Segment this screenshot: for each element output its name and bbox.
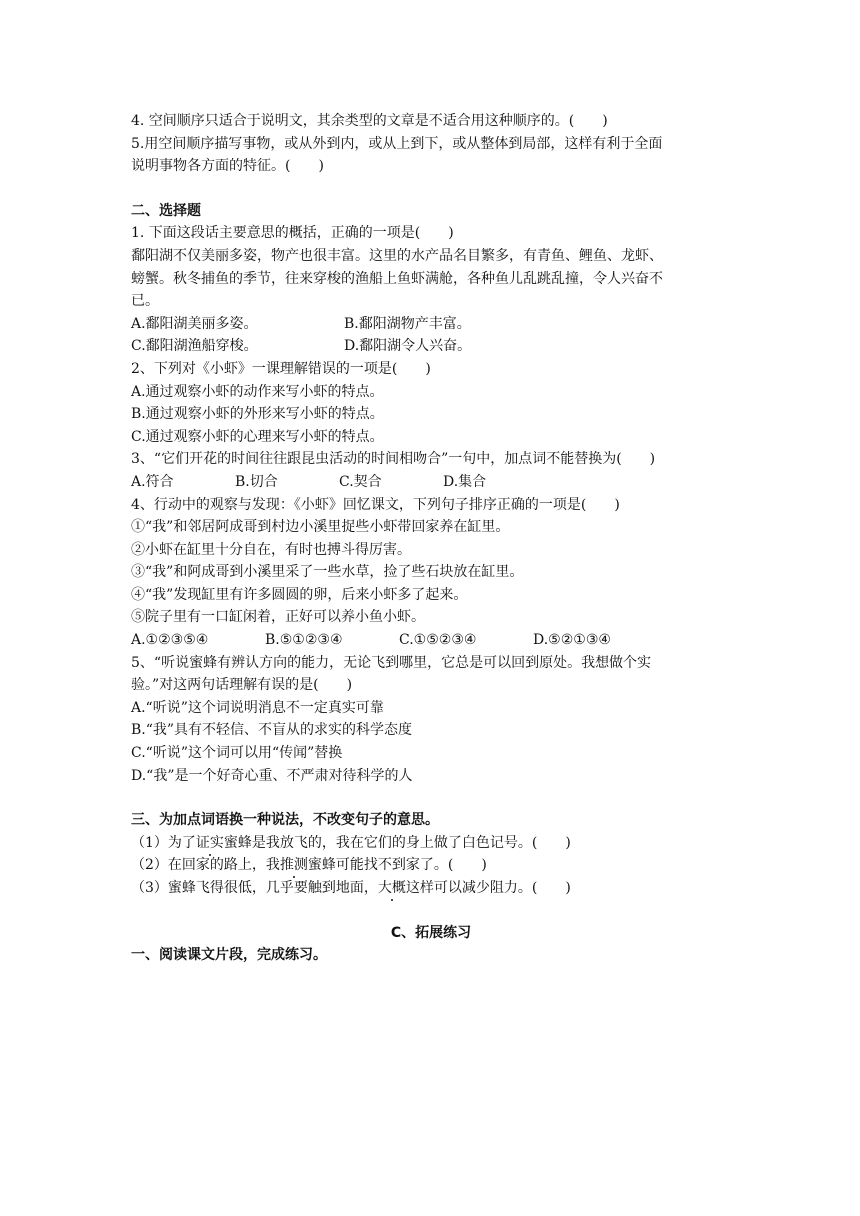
choice-q4-option-d: D.⑤②①③④ (533, 632, 611, 649)
rewrite-item-3-suffix: 这样可以减少阻力。( ) (405, 880, 571, 896)
choice-q3-option-b: B.切合 (235, 473, 278, 490)
choice-q4-option-b: B.⑤①②③④ (265, 632, 343, 649)
choice-q1-option-a: A.鄱阳湖美丽多姿。 (131, 315, 258, 332)
spacer (131, 178, 731, 200)
judge-q5-line1: 5.用空间顺序描写事物，或从外到内，或从上到下，或从整体到局部，这样有利于全面 (131, 135, 663, 152)
choice-q3-stem: 3、“它们开花的时间往往跟昆虫活动的时间相吻合”一句中，加点词不能替换为( ) (131, 451, 656, 468)
choice-q4-sentence-3: ③“我”和阿成哥到小溪里采了一些水草，捡了些石块放在缸里。 (131, 564, 524, 581)
judge-q5-line2: 说明事物各方面的特征。( ) (131, 158, 324, 175)
choice-q4-option-a: A.①②③⑤④ (131, 632, 209, 649)
choice-q4-sentence-5: ⑤院子里有一口缸闲着，正好可以养小鱼小虾。 (131, 609, 425, 626)
choice-q3-option-c: C.契合 (339, 473, 382, 490)
rewrite-item-2-prefix: （2）在回家的路上，我 (131, 857, 280, 874)
choice-q5-option-d: D.“我”是一个好奇心重、不严肃对待科学的人 (131, 767, 413, 784)
choice-q4-stem: 4、行动中的观察与发现：《小虾》回忆课文，下列句子排序正确的一项是( ) (131, 496, 620, 513)
rewrite-item-2-suffix: 蜜蜂可能找不到家了。( ) (307, 857, 487, 874)
choice-q1-para-line3: 已。 (131, 293, 159, 310)
choice-q5-option-a: A.“听说”这个词说明消息不一定真实可靠 (131, 699, 384, 716)
dotted-word-1: 证实 (195, 834, 224, 851)
choice-q5-stem-line2: 验。”对这两句话理解有误的是( ) (131, 677, 353, 694)
choice-q4-options (131, 629, 731, 652)
choice-q5-option-c: C.“听说”这个词可以用“传闻”替换 (131, 745, 343, 762)
choice-q4-sentence-1: ①“我”和邻居阿成哥到村边小溪里捉些小虾带回家养在缸里。 (131, 519, 510, 536)
choice-q1-options-row2 (131, 335, 731, 358)
dotted-word-3: 大概 (377, 880, 406, 896)
spacer (131, 900, 731, 922)
spacer (131, 787, 731, 809)
choice-q4-sentence-4: ④“我”发现缸里有许多圆圆的卵，后来小虾多了起来。 (131, 586, 468, 603)
section-title-rewrite: 三、为加点词语换一种说法，不改变句子的意思。 (131, 812, 439, 829)
rewrite-item-3 (131, 877, 731, 900)
rewrite-item-3-prefix: （3）蜜蜂飞得很低，几乎要触到地面， (131, 880, 378, 896)
choice-q1-option-b: B.鄱阳湖物产丰富。 (344, 315, 471, 332)
choice-q1-para-line1: 鄱阳湖不仅美丽多姿，物产也很丰富。这里的水产品名目繁多，有青鱼、鲤鱼、龙虾、 (131, 247, 663, 264)
choice-q1-stem: 1. 下面这段话主要意思的概括，正确的一项是( ) (131, 225, 454, 242)
extension-subtitle: 一、阅读课文片段，完成练习。 (131, 947, 327, 964)
choice-q1-options-row1 (131, 313, 731, 336)
rewrite-item-1-prefix: （1）为了 (131, 834, 196, 851)
choice-q3-option-a: A.符合 (131, 473, 174, 490)
rewrite-item-1 (131, 832, 731, 855)
choice-q2-option-a: A.通过观察小虾的动作来写小虾的特点。 (131, 383, 384, 400)
choice-q2-option-c: C.通过观察小虾的心理来写小虾的特点。 (131, 428, 384, 445)
choice-q3-option-d: D.集合 (443, 473, 487, 490)
choice-q5-stem-line1: 5、“听说蜜蜂有辨认方向的能力，无论飞到哪里，它总是可以回到原处。我想做个实 (131, 654, 652, 671)
judge-q4: 4. 空间顺序只适合于说明文，其余类型的文章是不适合用这种顺序的。( ) (131, 113, 608, 129)
document-content (131, 110, 731, 967)
choice-q3-options (131, 471, 731, 494)
choice-q1-para-line2: 螃蟹。秋冬捕鱼的季节，往来穿梭的渔船上鱼虾满舱，各种鱼儿乱跳乱撞，令人兴奋不 (131, 270, 663, 287)
choice-q5-option-b: B.“我”具有不轻信、不盲从的求实的科学态度 (131, 722, 413, 739)
rewrite-item-2 (131, 854, 731, 877)
choice-q2-option-b: B.通过观察小虾的外形来写小虾的特点。 (131, 406, 384, 423)
choice-q4-sentence-2: ②小虾在缸里十分自在，有时也搏斗得厉害。 (131, 541, 411, 558)
section-title-choice: 二、选择题 (131, 202, 201, 219)
choice-q1-option-c: C.鄱阳湖渔船穿梭。 (131, 338, 258, 355)
choice-q2-stem: 2、下列对《小虾》一课理解错误的一项是( ) (131, 360, 431, 377)
dotted-word-2: 推测 (279, 857, 308, 874)
rewrite-item-1-suffix: 蜜蜂是我放飞的，我在它们的身上做了白色记号。( ) (223, 834, 571, 851)
section-title-extension: C、拓展练习 (390, 924, 472, 941)
choice-q1-option-d: D.鄱阳湖令人兴奋。 (344, 338, 472, 355)
choice-q4-option-c: C.①⑤②③④ (399, 632, 477, 649)
